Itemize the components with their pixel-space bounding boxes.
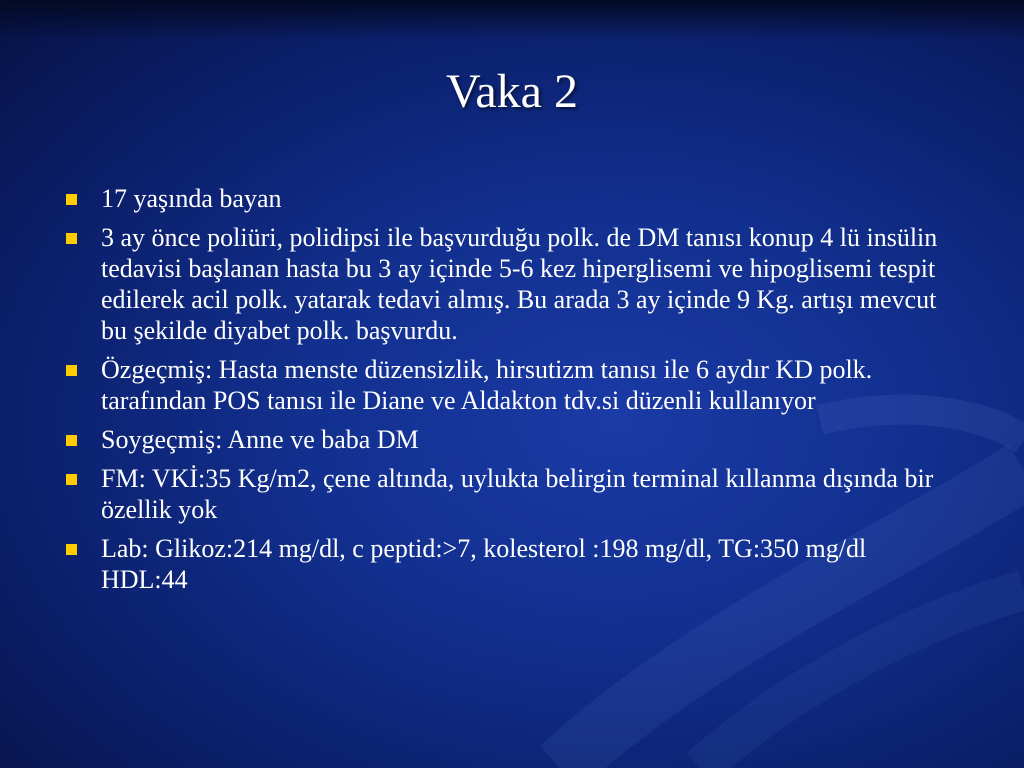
square-bullet-icon: [66, 435, 77, 446]
slide-title: Vaka 2: [446, 65, 578, 118]
bullet-list: [64, 183, 954, 603]
bullet-text: 17 yaşında bayan: [101, 184, 282, 213]
bullet-item: [64, 222, 954, 346]
square-bullet-icon: [66, 474, 77, 485]
bullet-item: [64, 463, 954, 525]
square-bullet-icon: [66, 544, 77, 555]
square-bullet-icon: [66, 194, 77, 205]
bullet-text: Lab: Glikoz:214 mg/dl, c peptid:>7, kolesterol :198 mg/dl, TG:350 mg/dl HDL:44: [101, 534, 867, 594]
bullet-item: [64, 183, 954, 214]
square-bullet-icon: [66, 365, 77, 376]
square-bullet-icon: [66, 233, 77, 244]
bullet-text: Soygeçmiş: Anne ve baba DM: [101, 425, 419, 454]
bullet-item: [64, 354, 954, 416]
bullet-item: [64, 533, 954, 595]
bullet-text: FM: VKİ:35 Kg/m2, çene altında, uylukta belirgin terminal kıllanma dışında bir özellik yok: [101, 464, 934, 524]
bullet-text: 3 ay önce poliüri, polidipsi ile başvurduğu polk. de DM tanısı konup 4 lü insülin tedavisi başlanan hasta bu 3 ay içinde 5-6 kez hiperglisemi ve hipoglisemi tespit edilerek acil polk. yatarak tedavi almış. Bu arada 3 ay içinde 9 Kg. artışı mevcut bu şekilde diyabet polk. başvurdu.: [101, 223, 938, 345]
bullet-item: [64, 424, 954, 455]
bullet-text: Özgeçmiş: Hasta menste düzensizlik, hirsutizm tanısı ile 6 aydır KD polk. tarafından POS tanısı ile Diane ve Aldakton tdv.si düzenli kullanıyor: [101, 355, 873, 415]
